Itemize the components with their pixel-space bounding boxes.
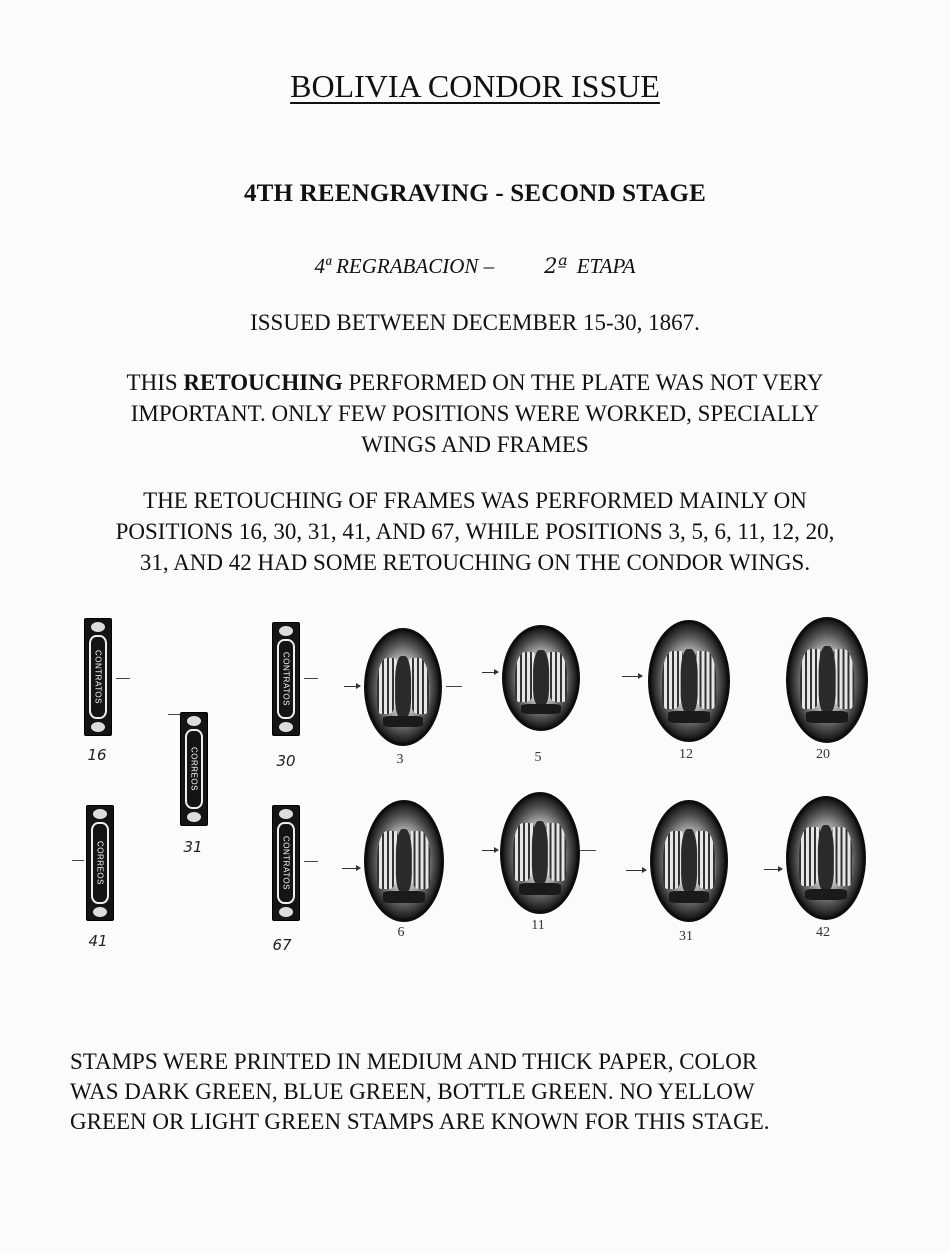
paragraph-retouching-line3: WINGS AND FRAMES <box>361 432 589 457</box>
oval-label-11: 11 <box>531 918 545 933</box>
spanish-subtitle-handwritten: 2ª <box>544 254 568 278</box>
issued-dates: ISSUED BETWEEN DECEMBER 15-30, 1867. <box>250 310 700 335</box>
marker-tick <box>304 861 318 862</box>
frame-stamp-text: CONTRATOS <box>93 650 103 704</box>
paragraph-paper-line3: GREEN OR LIGHT GREEN STAMPS ARE KNOWN FOR THIS STAGE. <box>70 1109 770 1134</box>
oval-stamp-20 <box>786 617 868 743</box>
frame-label-30: 30 <box>276 752 296 770</box>
arrow-marker <box>482 850 498 851</box>
oval-label-6: 6 <box>397 925 405 940</box>
oval-stamp-5 <box>502 625 580 731</box>
paragraph-retouching-line2: IMPORTANT. ONLY FEW POSITIONS WERE WORKED, SPECIALLY <box>130 401 820 426</box>
spanish-subtitle <box>0 254 950 279</box>
oval-label-31: 31 <box>679 929 693 944</box>
arrow-marker <box>764 869 782 870</box>
paragraph-paper-line2: WAS DARK GREEN, BLUE GREEN, BOTTLE GREEN. NO YELLOW <box>70 1079 755 1104</box>
oval-stamp-42 <box>786 796 866 920</box>
document-title: BOLIVIA CONDOR ISSUE <box>290 68 660 104</box>
oval-stamp-31 <box>650 800 728 922</box>
frame-label-67: 67 <box>272 936 292 954</box>
paragraph-positions-line3: 31, AND 42 HAD SOME RETOUCHING ON THE CONDOR WINGS. <box>139 550 811 575</box>
document-subtitle: 4TH REENGRAVING - SECOND STAGE <box>243 180 707 207</box>
frame-stamp-16 <box>84 618 112 736</box>
paragraph-retouching-line1 <box>0 367 950 398</box>
arrow-marker <box>626 870 646 871</box>
oval-label-5: 5 <box>534 750 542 765</box>
frame-label-16: 16 <box>87 746 107 764</box>
oval-label-42: 42 <box>816 925 830 940</box>
oval-stamp-3 <box>364 628 442 746</box>
para1-text-b: PERFORMED ON THE PLATE WAS NOT VERY <box>348 370 824 395</box>
para1-text-a: THIS <box>126 370 178 395</box>
marker-tick <box>116 678 130 679</box>
spanish-subtitle-prefix: 4ª REGRABACION – <box>314 254 495 278</box>
paragraph-paper-line1: STAMPS WERE PRINTED IN MEDIUM AND THICK PAPER, COLOR <box>70 1049 758 1074</box>
paragraph-positions <box>0 485 950 578</box>
paragraph-paper-color <box>70 1047 890 1137</box>
marker-tick <box>580 850 596 851</box>
frame-stamp-67 <box>272 805 300 921</box>
marker-tick <box>446 686 462 687</box>
spanish-subtitle-suffix: ETAPA <box>576 254 636 278</box>
arrow-marker <box>622 676 642 677</box>
marker-tick <box>72 860 84 861</box>
frame-stamp-30 <box>272 622 300 736</box>
frame-stamp-text: CONTRATOS <box>281 836 291 890</box>
oval-stamp-11 <box>500 792 580 914</box>
frame-stamp-text: CONTRATOS <box>281 652 291 706</box>
frame-stamp-text: CORREOS <box>95 841 105 885</box>
frame-stamp-text: CORREOS <box>189 747 199 791</box>
paragraph-positions-line1: THE RETOUCHING OF FRAMES WAS PERFORMED MAINLY ON <box>143 488 807 513</box>
oval-stamp-6 <box>364 800 444 922</box>
frame-label-31: 31 <box>183 838 203 856</box>
frame-stamp-41 <box>86 805 114 921</box>
oval-label-3: 3 <box>396 752 404 767</box>
paragraph-positions-line2: POSITIONS 16, 30, 31, 41, AND 67, WHILE POSITIONS 3, 5, 6, 11, 12, 20, <box>115 519 835 544</box>
oval-label-20: 20 <box>816 747 830 762</box>
arrow-marker <box>344 686 360 687</box>
frame-label-41: 41 <box>88 932 108 950</box>
para1-bold: RETOUCHING <box>183 370 343 395</box>
oval-label-12: 12 <box>679 747 693 762</box>
arrow-marker <box>482 672 498 673</box>
paragraph-retouching <box>0 367 950 460</box>
marker-tick <box>168 714 180 715</box>
frame-stamp-31 <box>180 712 208 826</box>
arrow-marker <box>342 868 360 869</box>
marker-tick <box>304 678 318 679</box>
oval-stamp-12 <box>648 620 730 742</box>
